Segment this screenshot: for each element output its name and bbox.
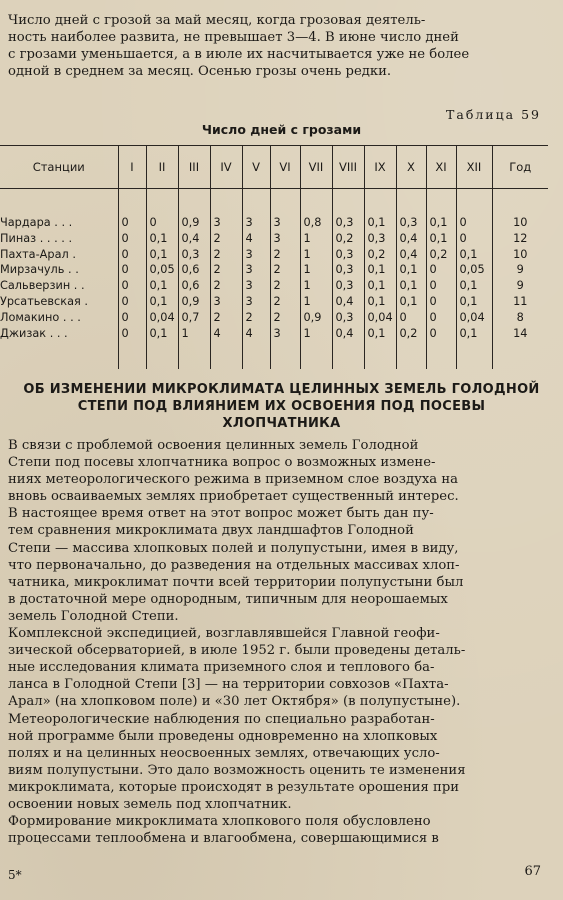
table-cell: 0,6 (178, 262, 210, 278)
table-cell: 2 (270, 247, 300, 263)
table-cell: 12 (492, 231, 548, 247)
table-cell: 1 (300, 247, 332, 263)
table-cell: 0 (396, 310, 426, 326)
table-cell: 0 (456, 215, 492, 231)
table-cell: 0 (426, 326, 456, 342)
table-cell: 0,7 (178, 310, 210, 326)
text-line: ланса в Голодной Степи [3] — на территории совхозов «Пахта- (8, 677, 449, 693)
table-cell: 3 (242, 215, 270, 231)
table-cell: 0 (426, 278, 456, 294)
table-cell: 0,04 (364, 310, 396, 326)
table-cell: 1 (300, 294, 332, 310)
table-cell: 0,3 (396, 215, 426, 231)
table-cell: 10 (492, 215, 548, 231)
table-cell: 8 (492, 310, 548, 326)
table-cell: 0,1 (364, 278, 396, 294)
table-cell: 3 (242, 278, 270, 294)
table-cell: 0,4 (178, 231, 210, 247)
text-line: Комплексной экспедицией, возглавлявшейся Главной геофи- (8, 626, 440, 642)
section-heading-line: ОБ ИЗМЕНЕНИИ МИКРОКЛИМАТА ЦЕЛИННЫХ ЗЕМЕЛЬ ГОЛОДНОЙ (23, 382, 540, 397)
table-cell: 0 (118, 262, 146, 278)
station-name-cell: Урсатьевская . (0, 294, 88, 308)
table-cell: 0,4 (332, 326, 364, 342)
table-cell: 3 (270, 326, 300, 342)
table-cell: 2 (210, 310, 242, 326)
column-header: XII (456, 146, 492, 189)
table-cell: 0,1 (456, 326, 492, 342)
table-cell: 2 (270, 294, 300, 310)
table-cell: 0,3 (332, 310, 364, 326)
column-header: V (242, 146, 270, 189)
table-cell: 0,1 (146, 247, 178, 263)
signature-mark: 5* (8, 868, 22, 882)
column-header: VIII (332, 146, 364, 189)
table-cell: 9 (492, 278, 548, 294)
table-cell: 4 (210, 326, 242, 342)
table-cell: 0,4 (396, 231, 426, 247)
table-cell: 0,04 (146, 310, 178, 326)
table-cell: 0,2 (426, 247, 456, 263)
table-cell: 4 (242, 231, 270, 247)
table-cell: 0,04 (456, 310, 492, 326)
table-cell: 3 (210, 294, 242, 310)
table-cell: 0 (426, 294, 456, 310)
table-cell: 0,4 (396, 247, 426, 263)
station-name-cell: Пиназ . . . . . (0, 231, 73, 245)
table-cell: 0 (456, 231, 492, 247)
table-cell: 0,1 (146, 326, 178, 342)
table-cell: 0,1 (364, 262, 396, 278)
table-cell: 0,1 (146, 231, 178, 247)
table-cell: 0,3 (332, 247, 364, 263)
table-cell: 0,1 (396, 262, 426, 278)
column-header: Станции (0, 146, 118, 189)
table-cell: 0,4 (332, 294, 364, 310)
table-cell: 0 (118, 278, 146, 294)
table-row (0, 278, 548, 294)
table-cell: 0,1 (364, 215, 396, 231)
text-line: в достаточной мере однородным, типичным для неорошаемых (8, 591, 448, 607)
table-cell: 0,1 (364, 326, 396, 342)
text-line: ные исследования климата приземного слоя и теплового ба- (8, 660, 435, 676)
table-cell: 0,2 (332, 231, 364, 247)
table-cell: 0 (426, 310, 456, 326)
table-cell: 3 (242, 247, 270, 263)
table-row (0, 247, 548, 263)
station-name-cell: Мирзачуль . . (0, 263, 79, 277)
text-line: Метеорологические наблюдения по специально разработан- (8, 711, 435, 727)
table-cell: 0 (118, 294, 146, 310)
table-cell: 3 (210, 215, 242, 231)
column-header: XI (426, 146, 456, 189)
table-cell: 0,1 (456, 278, 492, 294)
thunderstorm-days-table (0, 145, 548, 369)
table-cell: 0,1 (426, 215, 456, 231)
table-cell: 0,3 (332, 215, 364, 231)
table-cell: 0,2 (396, 326, 426, 342)
table-cell: 0,9 (178, 215, 210, 231)
table-cell: 0,6 (178, 278, 210, 294)
table-cell: 4 (242, 326, 270, 342)
column-header: VI (270, 146, 300, 189)
text-line: тем сравнения микроклимата двух ландшафтов Голодной (8, 523, 414, 539)
table-title: Число дней с грозами (201, 122, 362, 137)
table-cell: 1 (300, 326, 332, 342)
table-row (0, 310, 548, 326)
table-cell: 0,1 (146, 278, 178, 294)
station-name-cell: Джизак . . . (0, 326, 68, 340)
station-name-cell: Сальверзин . . (0, 279, 85, 293)
table-row (0, 326, 548, 342)
table-cell: 10 (492, 247, 548, 263)
table-cell: 2 (270, 262, 300, 278)
table-row (0, 215, 548, 231)
text-line: микроклимата, которые происходят в результате орошения при (8, 779, 460, 795)
text-line: полях и на целинных неосвоенных землях, отвечающих усло- (8, 745, 440, 761)
column-header: IX (364, 146, 396, 189)
page-number: 67 (524, 864, 541, 879)
text-line: освоении новых земель под хлопчатник. (8, 796, 292, 812)
station-name-cell: Чардара . . . (0, 216, 73, 229)
table-cell: 2 (210, 278, 242, 294)
column-header: Год (492, 146, 548, 189)
text-line: чатника, микроклимат почти всей территории полупустыни был (8, 574, 464, 590)
column-header: III (178, 146, 210, 189)
table-cell: 0,05 (456, 262, 492, 278)
table-row (0, 262, 548, 278)
text-line: В настоящее время ответ на этот вопрос может быть дан пу- (8, 506, 434, 522)
table-cell: 0 (118, 326, 146, 342)
table-cell: 14 (492, 326, 548, 342)
table-cell: 0 (118, 247, 146, 263)
table-cell: 1 (300, 278, 332, 294)
table-cell: 0 (118, 215, 146, 231)
table-row (0, 294, 548, 310)
table-cell: 0,1 (456, 294, 492, 310)
table-row (0, 231, 548, 247)
text-line: с грозами уменьшается, а в июле их насчитывается уже не более (8, 47, 470, 63)
text-line: Степи под посевы хлопчатника вопрос о возможных измене- (8, 455, 436, 471)
column-header: IV (210, 146, 242, 189)
text-line: виям полупустыни. Это дало возможность оценить те изменения (8, 762, 466, 778)
table-cell: 11 (492, 294, 548, 310)
station-name-cell: Пахта-Арал . (0, 247, 76, 261)
table-cell: 2 (210, 262, 242, 278)
table-cell: 0,1 (426, 231, 456, 247)
table-cell: 0,3 (332, 262, 364, 278)
table-cell: 0,1 (146, 294, 178, 310)
table-body (0, 189, 548, 370)
table-spacer-row (0, 189, 548, 216)
text-line: ной программе были проведены одновременно на хлопковых (8, 728, 438, 744)
table-cell: 0,3 (364, 231, 396, 247)
table-cell: 0,9 (178, 294, 210, 310)
table-cell: 0 (146, 215, 178, 231)
section-heading-line: ХЛОПЧАТНИКА (222, 416, 341, 431)
table-cell: 3 (270, 231, 300, 247)
table-cell: 0,1 (396, 278, 426, 294)
table-cell: 0,8 (300, 215, 332, 231)
text-line: В связи с проблемой освоения целинных земель Голодной (8, 438, 419, 453)
table-cell: 0 (426, 262, 456, 278)
table-cell: 0,1 (364, 294, 396, 310)
table-cell: 3 (270, 215, 300, 231)
text-line: Степи — массива хлопковых полей и полупустыни, имея в виду, (8, 540, 459, 556)
table-cell: 0 (118, 231, 146, 247)
table-caption: Таблица 59 (446, 107, 541, 122)
table-cell: 1 (300, 231, 332, 247)
text-line: вновь осваиваемых землях приобретает существенный интерес. (8, 489, 459, 505)
column-header: I (118, 146, 146, 189)
table-tail-row (0, 341, 548, 369)
table-cell: 0,9 (300, 310, 332, 326)
section-heading-line: СТЕПИ ПОД ВЛИЯНИЕМ ИХ ОСВОЕНИЯ ПОД ПОСЕВЫ (77, 399, 486, 414)
table-cell: 1 (178, 326, 210, 342)
table-cell: 0,1 (396, 294, 426, 310)
text-line: Арал» (на хлопковом поле) и «30 лет Октября» (в полупустыне). (8, 694, 461, 710)
column-header: VII (300, 146, 332, 189)
section-heading (0, 381, 563, 432)
table-cell: 2 (270, 310, 300, 326)
body-text (8, 437, 553, 847)
text-line: Число дней с грозой за май месяц, когда грозовая деятель- (8, 13, 426, 28)
text-line: ность наиболее развита, не превышает 3—4. В июне число дней (8, 30, 459, 46)
table-cell: 1 (300, 262, 332, 278)
text-line: зической обсерваторией, в июле 1952 г. были проведены деталь- (8, 643, 466, 659)
text-line: Формирование микроклимата хлопкового поля обусловлено (8, 814, 431, 830)
column-header: X (396, 146, 426, 189)
text-line: земель Голодной Степи. (8, 608, 179, 624)
column-header: II (146, 146, 178, 189)
table-cell: 0,1 (456, 247, 492, 263)
table-header-row (0, 146, 548, 189)
table-cell: 9 (492, 262, 548, 278)
table-cell: 2 (210, 247, 242, 263)
table-cell: 2 (242, 310, 270, 326)
intro-paragraph (8, 12, 553, 80)
table-cell: 3 (242, 262, 270, 278)
text-line: процессами теплообмена и влагообмена, совершающимися в (8, 831, 439, 847)
text-line: одной в среднем за месяц. Осенью грозы очень редки. (8, 64, 392, 80)
table-cell: 0 (118, 310, 146, 326)
table-cell: 3 (242, 294, 270, 310)
table-cell: 2 (210, 231, 242, 247)
table-cell: 0,3 (178, 247, 210, 263)
table-cell: 2 (270, 278, 300, 294)
table-cell: 0,05 (146, 262, 178, 278)
text-line: что первоначально, до разведения на отдельных массивах хлоп- (8, 557, 460, 573)
table-cell: 0,2 (364, 247, 396, 263)
text-line: ниях метеорологического режима в приземном слое воздуха на (8, 472, 458, 488)
table-cell: 0,3 (332, 278, 364, 294)
station-name-cell: Ломакино . . . (0, 310, 81, 324)
